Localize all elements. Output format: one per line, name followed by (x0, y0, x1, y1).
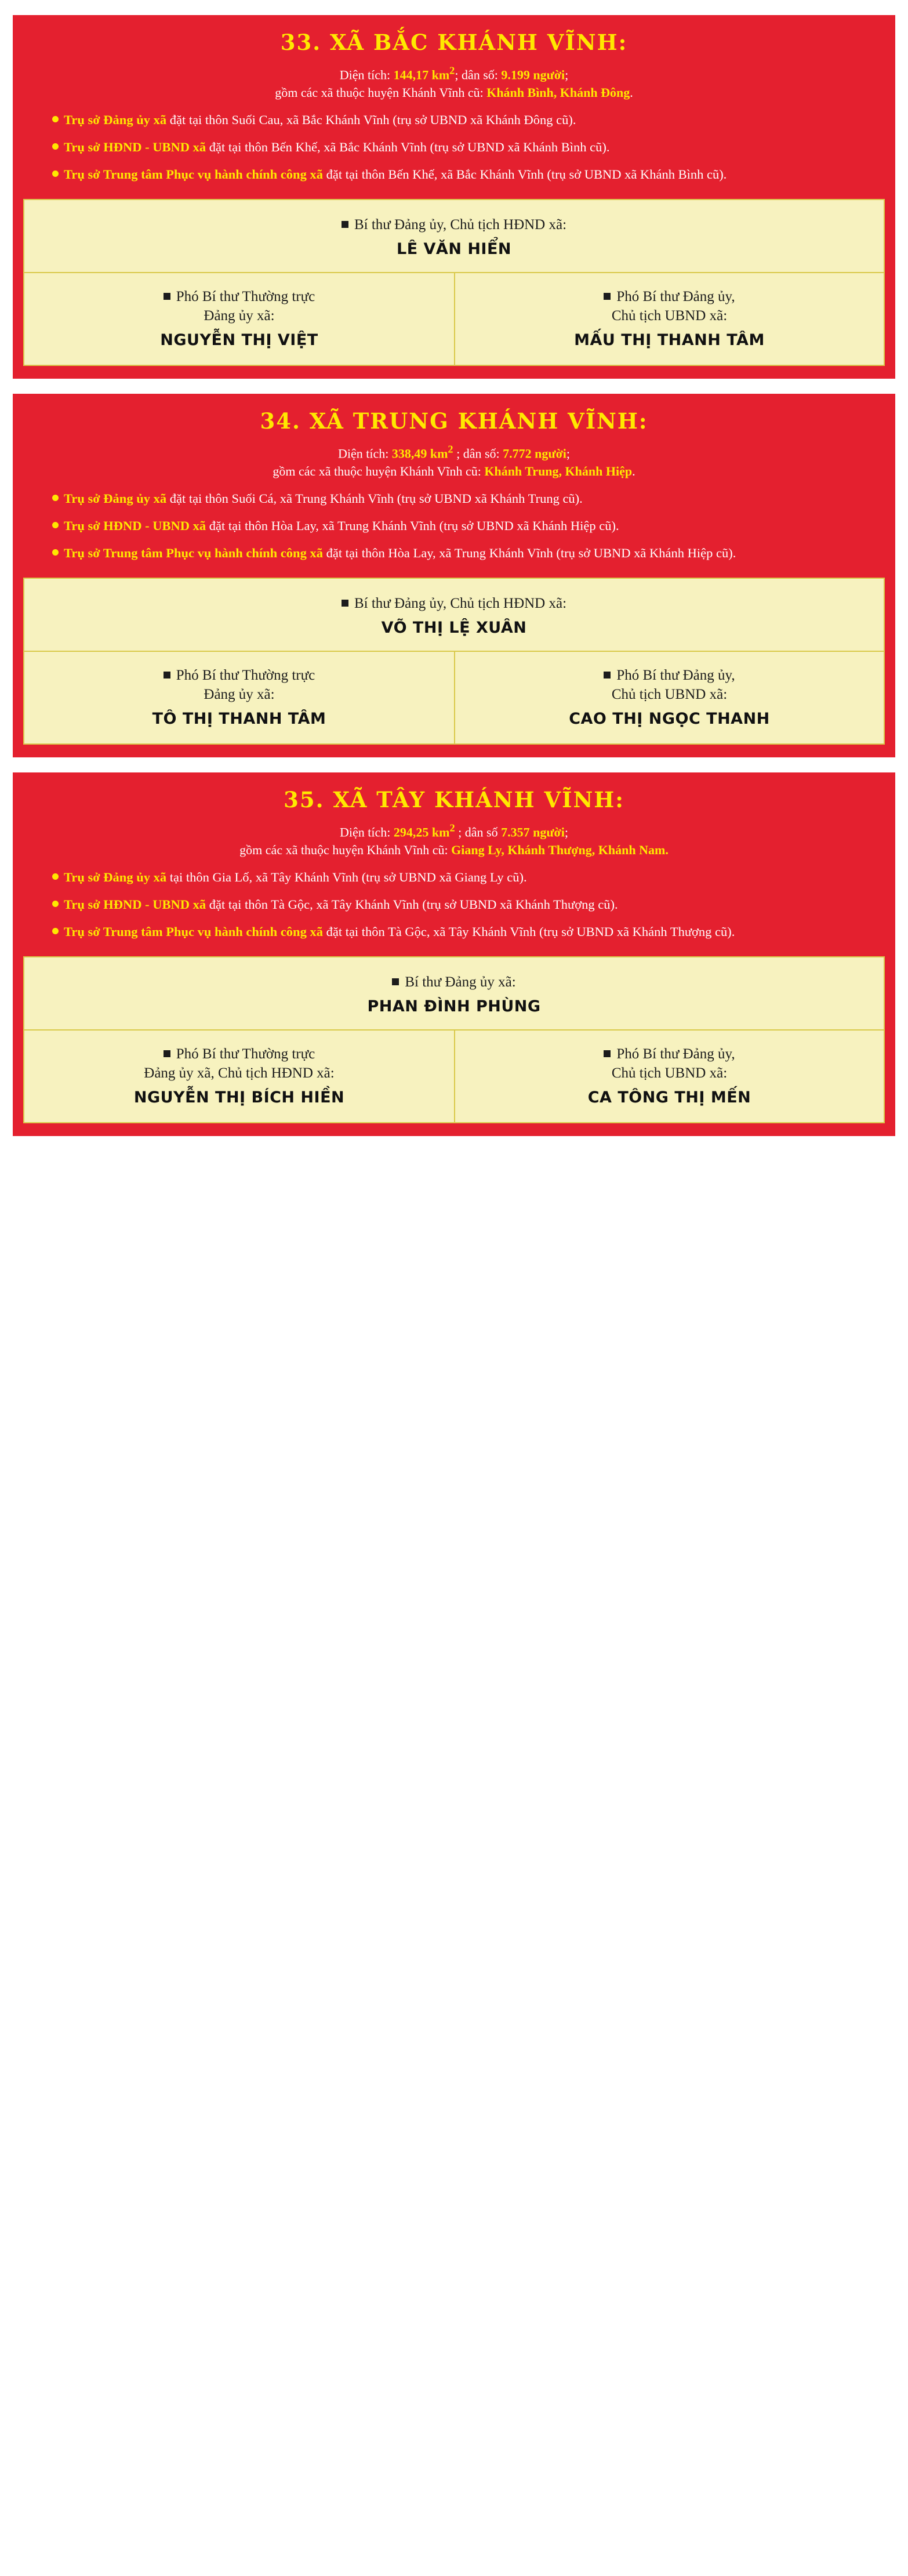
official-role (35, 1044, 444, 1083)
square-bullet-icon (164, 1050, 170, 1057)
official-role-text: Phó Bí thư Đảng ủy, (616, 667, 735, 683)
office-type: Trụ sở HĐND - UBND xã (64, 139, 206, 154)
population-label: ; dân số: (455, 67, 502, 82)
merged-from-suffix: . (632, 464, 635, 479)
office-address: đặt tại thôn Tà Gộc, xã Tây Khánh Vĩnh (trụ sở UBND xã Khánh Thượng cũ). (206, 897, 618, 912)
square-bullet-icon (164, 293, 170, 300)
office-address: đặt tại thôn Hòa Lay, xã Trung Khánh Vĩnh (trụ sở UBND xã Khánh Hiệp cũ). (206, 518, 619, 533)
officials-row (24, 273, 884, 365)
official-role-text: Phó Bí thư Đảng ủy, (616, 1046, 735, 1062)
official-role (36, 973, 872, 992)
official-secondary-right (454, 1031, 884, 1122)
official-role-text: Phó Bí thư Thường trực (176, 288, 315, 304)
page-title: 34. XÃ TRUNG KHÁNH VĨNH: (260, 408, 648, 434)
square-bullet-icon (342, 221, 348, 228)
stats-suffix: ; (565, 67, 569, 82)
official-role-text-2: Chủ tịch UBND xã: (611, 686, 728, 702)
card-spacer (13, 1134, 895, 1136)
bullet-dot-icon (52, 928, 59, 934)
bullet-dot-icon (52, 495, 59, 501)
area-unit-sup: 2 (448, 443, 453, 455)
official-name: VÕ THỊ LỆ XUÂN (381, 619, 527, 637)
official-role-text: Phó Bí thư Thường trực (176, 1046, 315, 1062)
official-name: CA TÔNG THỊ MẾN (587, 1088, 751, 1106)
official-role (466, 287, 873, 325)
card-spacer (13, 755, 895, 757)
commune-stats (32, 821, 876, 859)
page-title: 33. XÃ BẮC KHÁNH VĨNH: (280, 30, 628, 55)
official-role-text-2: Chủ tịch UBND xã: (611, 307, 728, 324)
bullet-dot-icon (52, 873, 59, 880)
official-secondary-left (24, 273, 454, 365)
official-role (36, 215, 872, 234)
bullet-dot-icon (52, 522, 59, 528)
official-role-text-2: Chủ tịch UBND xã: (611, 1065, 728, 1081)
office-address: đặt tại thôn Bến Khế, xã Bắc Khánh Vĩnh (trụ sở UBND xã Khánh Bình cũ). (206, 139, 610, 154)
office-locations-list (32, 111, 876, 184)
commune-stats (32, 63, 876, 102)
official-primary (24, 957, 884, 1030)
stats-suffix: ; (566, 445, 571, 460)
area-unit-sup: 2 (449, 822, 455, 834)
card-header (13, 15, 895, 199)
bullet-dot-icon (52, 901, 59, 907)
card-spacer (13, 376, 895, 379)
merged-from-label: gồm các xã thuộc huyện Khánh Vĩnh cũ: (239, 843, 452, 858)
population-value: 7.772 người (503, 445, 566, 460)
square-bullet-icon (604, 672, 611, 679)
bullet-dot-icon (52, 170, 59, 177)
area-label: Diện tích: (339, 67, 394, 82)
office-address: tại thôn Gia Lố, xã Tây Khánh Vĩnh (trụ sở UBND xã Giang Ly cũ). (166, 870, 527, 885)
stats-suffix: ; (564, 824, 568, 839)
area-value: 144,17 km (393, 67, 450, 82)
officials-panel (23, 199, 885, 366)
list-item (32, 868, 876, 887)
official-name: CAO THỊ NGỌC THANH (569, 709, 770, 728)
square-bullet-icon (604, 293, 611, 300)
office-type: Trụ sở Đảng ủy xã (64, 491, 167, 506)
page-title: 35. XÃ TÂY KHÁNH VĨNH: (284, 787, 624, 812)
list-item (32, 517, 876, 536)
official-role (466, 666, 873, 704)
official-name: LÊ VĂN HIỂN (396, 240, 512, 259)
square-bullet-icon (604, 1050, 611, 1057)
official-role-text: Phó Bí thư Thường trực (176, 667, 315, 683)
official-role (466, 1044, 873, 1083)
official-name: NGUYỄN THỊ VIỆT (160, 331, 318, 349)
office-address: đặt tại thôn Hòa Lay, xã Trung Khánh Vĩnh (trụ sở UBND xã Khánh Hiệp cũ). (322, 545, 736, 560)
commune-stats (32, 442, 876, 481)
officials-panel (23, 956, 885, 1123)
commune-card (13, 394, 895, 757)
square-bullet-icon (392, 978, 399, 985)
officials-row (24, 652, 884, 743)
office-locations-list (32, 868, 876, 941)
official-primary (24, 579, 884, 651)
official-primary (24, 200, 884, 273)
official-secondary-left (24, 652, 454, 743)
official-name: PHAN ĐÌNH PHÙNG (367, 997, 541, 1016)
area-label: Diện tích: (337, 445, 392, 460)
list-item (32, 895, 876, 915)
office-type: Trụ sở HĐND - UBND xã (64, 518, 206, 533)
merged-from-label: gồm các xã thuộc huyện Khánh Vĩnh cũ: (275, 85, 487, 100)
officials-row (24, 1031, 884, 1122)
merged-from-value: Giang Ly, Khánh Thượng, Khánh Nam. (451, 843, 669, 858)
official-name: MẤU THỊ THANH TÂM (574, 331, 765, 349)
official-role-text: Bí thư Đảng ủy, Chủ tịch HĐND xã: (354, 596, 567, 612)
official-role-text: Bí thư Đảng ủy xã: (405, 974, 516, 991)
official-secondary-right (454, 273, 884, 365)
official-secondary-left (24, 1031, 454, 1122)
official-role-text-2: Đảng ủy xã: (204, 307, 275, 324)
list-item (32, 489, 876, 509)
official-role (35, 287, 444, 325)
square-bullet-icon (164, 672, 170, 679)
population-label: ; dân số: (453, 445, 503, 460)
office-type: Trụ sở Trung tâm Phục vụ hành chính công xã (64, 166, 323, 182)
card-header (13, 394, 895, 578)
merged-from-value: Khánh Trung, Khánh Hiệp (484, 464, 633, 479)
card-header (13, 772, 895, 956)
office-address: đặt tại thôn Tà Gộc, xã Tây Khánh Vĩnh (trụ sở UBND xã Khánh Thượng cũ). (322, 924, 735, 939)
area-unit-sup: 2 (449, 64, 455, 77)
office-address: đặt tại thôn Suối Cau, xã Bắc Khánh Vĩnh (trụ sở UBND xã Khánh Đông cũ). (166, 113, 576, 128)
list-item (32, 923, 876, 942)
office-type: Trụ sở Trung tâm Phục vụ hành chính công xã (64, 545, 323, 560)
population-label: ; dân số (455, 824, 502, 839)
official-name: NGUYỄN THỊ BÍCH HIỀN (133, 1088, 345, 1106)
official-role-text-2: Đảng ủy xã: (204, 686, 275, 702)
bullet-dot-icon (52, 549, 59, 556)
list-item (32, 138, 876, 157)
office-address: đặt tại thôn Bến Khế, xã Bắc Khánh Vĩnh (trụ sở UBND xã Khánh Bình cũ). (322, 166, 727, 182)
area-label: Diện tích: (340, 824, 394, 839)
document-page (0, 0, 908, 1151)
official-role (35, 666, 444, 704)
office-type: Trụ sở HĐND - UBND xã (64, 897, 206, 912)
list-item (32, 111, 876, 130)
bullet-dot-icon (52, 143, 59, 150)
commune-card (13, 15, 895, 379)
office-type: Trụ sở Trung tâm Phục vụ hành chính công xã (64, 924, 323, 939)
office-locations-list (32, 489, 876, 563)
officials-panel (23, 578, 885, 745)
merged-from-value: Khánh Bình, Khánh Đông (486, 85, 630, 100)
area-value: 294,25 km (393, 824, 450, 839)
official-role-text: Phó Bí thư Đảng ủy, (616, 288, 735, 304)
office-address: đặt tại thôn Suối Cá, xã Trung Khánh Vĩnh (trụ sở UBND xã Khánh Trung cũ). (166, 491, 583, 506)
list-item (32, 544, 876, 563)
office-type: Trụ sở Đảng ủy xã (64, 870, 167, 885)
commune-card (13, 772, 895, 1136)
office-type: Trụ sở Đảng ủy xã (64, 113, 167, 128)
official-role-text: Bí thư Đảng ủy, Chủ tịch HĐND xã: (354, 217, 567, 233)
square-bullet-icon (342, 600, 348, 607)
population-value: 7.357 người (501, 824, 565, 839)
official-name: TÔ THỊ THANH TÂM (152, 709, 326, 728)
official-role (36, 594, 872, 613)
population-value: 9.199 người (501, 67, 565, 82)
list-item (32, 165, 876, 184)
area-value: 338,49 km (391, 445, 448, 460)
bullet-dot-icon (52, 116, 59, 122)
merged-from-label: gồm các xã thuộc huyện Khánh Vĩnh cũ: (273, 464, 485, 479)
merged-from-suffix: . (630, 85, 633, 100)
official-role-text-2: Đảng ủy xã, Chủ tịch HĐND xã: (144, 1065, 335, 1081)
official-secondary-right (454, 652, 884, 743)
